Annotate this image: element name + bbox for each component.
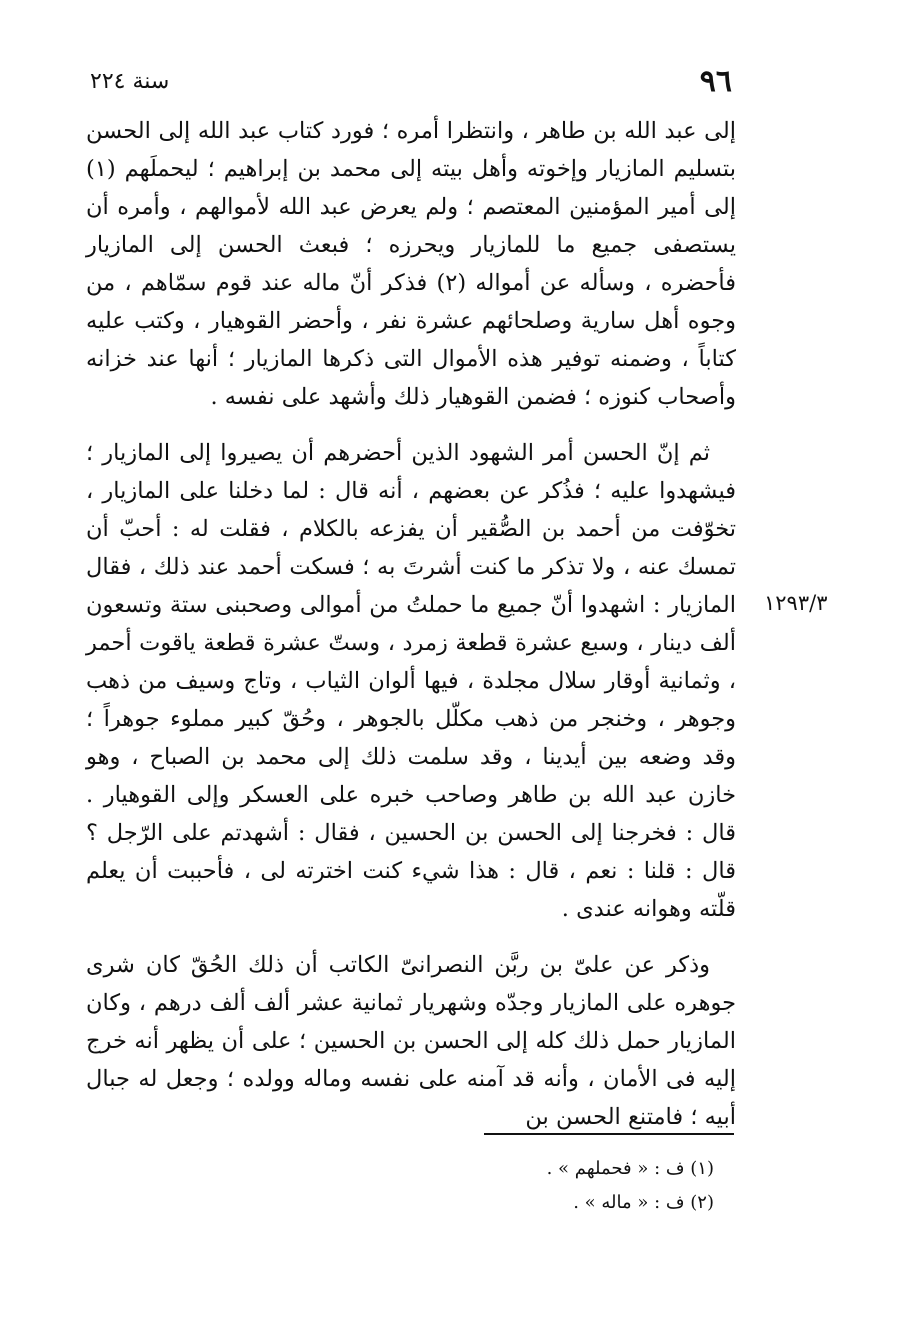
page-header <box>86 62 736 102</box>
page-number: ٩٦ <box>699 64 732 99</box>
paragraph: ثم إنّ الحسن أمر الشهود الذين أحضرهم أن يصيروا إلى المازيار ؛ فيشهدوا عليه ؛ فذُكر عن بعضهم ، أنه قال : لما دخلنا على المازيار ، تخوّفت من أحمد بن الصُّقير أن يفزعه بالكلام ، فقلت له : أحبّ أن تمسك عنه ، ولا تذكر ما كنت أشرتَ به ؛ فسكت أحمد عند ذلك ، فقال المازيار : اشهدوا أنّ جميع ما حملتُ من أموالى وصحبنى ستة وتسعون ألف دينار ، وسبع عشرة قطعة زمرد ، وستّ عشرة قطعة ياقوت أحمر ، وثمانية أوقار سلال مجلدة ، فيها ألوان الثياب ، وتاج وسيف من ذهب وجوهر ، وخنجر من ذهب مكلّل بالجوهر ، وحُقّ كبير مملوء جوهراً ؛ وقد وضعه بين أيدينا ، وقد سلمت ذلك إلى محمد بن الصباح ، وهو خازن عبد الله بن طاهر وصاحب خبره على العسكر وإلى القوهيار . قال : فخرجنا إلى الحسن بن الحسين ، فقال : أشهدتم على الرّجل ؟ قال : قلنا : نعم ، قال : هذا شيء كنت اخترته لى ، فأحببت أن يعلم قلّته وهوانه عندى . <box>86 440 736 922</box>
margin-reference: ١٢٩٣/٣ <box>764 591 828 615</box>
footnote-divider <box>484 1133 734 1135</box>
footnote: (١) ف : « فحملهم » . <box>546 1158 714 1179</box>
running-head-year: سنة ٢٢٤ <box>90 69 170 94</box>
paragraph: وذكر عن علىّ بن ربَّن النصرانىّ الكاتب أن ذلك الحُقّ كان شرى جوهره على المازيار وجدّه وشهريار ثمانية عشر ألف ألف درهم ، وكان المازيار حمل ذلك كله إلى الحسن بن الحسين ؛ على أن يظهر أنه خرج إليه فى الأمان ، وأنه قد آمنه على نفسه وماله وولده ؛ وجعل له جبال أبيه ؛ فامتنع الحسن بن <box>86 952 736 1130</box>
footnote: (٢) ف : « ماله » . <box>573 1192 714 1213</box>
paragraph: إلى عبد الله بن طاهر ، وانتظرا أمره ؛ فورد كتاب عبد الله إلى الحسن بتسليم المازيار وإخوته وأهل بيته إلى محمد بن إبراهيم ؛ ليحملَهم (١) إلى أمير المؤمنين المعتصم ؛ ولم يعرض عبد الله لأموالهم ، وأمره أن يستصفى جميع ما للمازيار ويحرزه ؛ فبعث الحسن إلى المازيار فأحضره ، وسأله عن أمواله (٢) فذكر أنّ ماله عند قوم سمّاهم ، من وجوه أهل سارية وصلحائهم عشرة نفر ، وأحضر القوهيار ، وكتب عليه كتاباً ، وضمنه توفير هذه الأموال التى ذكرها المازيار ؛ أنها عند خزانه وأصحاب كنوزه ؛ فضمن القوهيار ذلك وأشهد على نفسه . <box>86 118 736 410</box>
footnotes <box>86 1152 736 1220</box>
main-text <box>86 112 736 1136</box>
